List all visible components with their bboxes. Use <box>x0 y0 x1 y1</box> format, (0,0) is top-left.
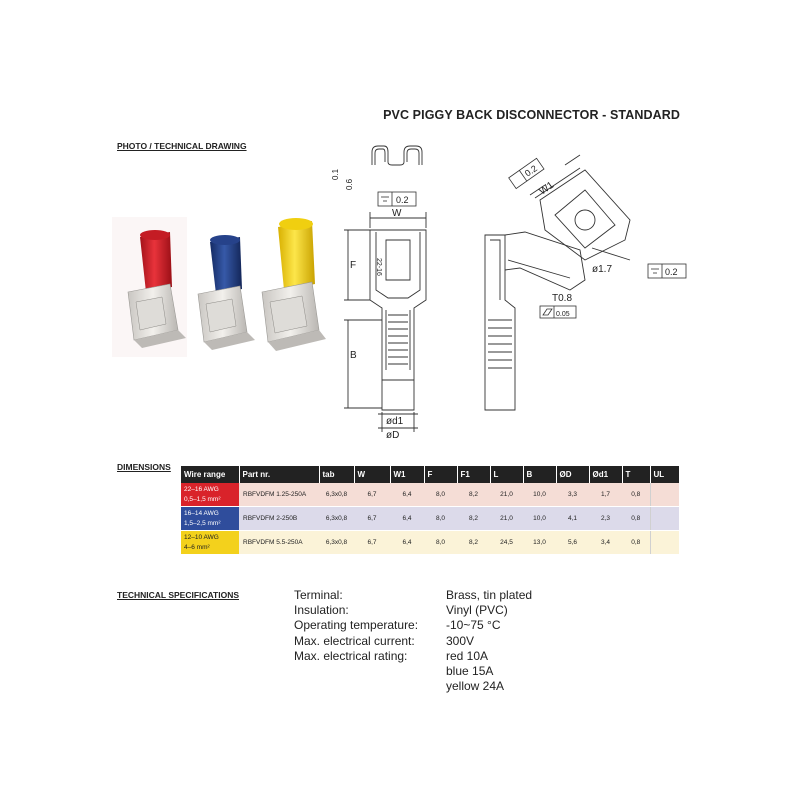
value-cell: 10,0 <box>523 483 556 507</box>
yellow-terminal <box>262 218 326 351</box>
mm2-label: 0,5–1,5 mm² <box>184 495 221 503</box>
col-header-b: B <box>523 466 556 483</box>
value-cell: 6,7 <box>354 531 390 555</box>
spec-row <box>294 603 532 618</box>
col-header-f: F <box>424 466 457 483</box>
dim-label-f: F <box>350 260 357 271</box>
table-row <box>181 483 679 507</box>
value-cell: 1,7 <box>589 483 622 507</box>
spec-value: yellow 24A <box>446 679 505 694</box>
table-row <box>181 531 679 555</box>
wire-range-cell <box>181 531 239 555</box>
specs-section-label: TECHNICAL SPECIFICATIONS <box>117 590 239 600</box>
value-cell: 21,0 <box>490 483 523 507</box>
spec-value: blue 15A <box>446 664 494 679</box>
blue-terminal <box>198 235 255 350</box>
value-cell: 6,7 <box>354 483 390 507</box>
col-header-tab: tab <box>319 466 354 483</box>
value-cell: 6,4 <box>390 531 424 555</box>
value-cell: 5,6 <box>556 531 589 555</box>
col-header-t: T <box>622 466 650 483</box>
ul-cell <box>650 483 679 507</box>
col-header-od: ØD <box>556 466 589 483</box>
dim-label-d1: ød1 <box>386 416 404 427</box>
ul-cell <box>650 531 679 555</box>
value-cell: 6,7 <box>354 507 390 531</box>
technical-specifications <box>294 588 532 694</box>
tolerance-label-3: 0.2 <box>522 163 539 179</box>
dim-label-t: T0.8 <box>552 293 573 304</box>
value-cell: 6,4 <box>390 507 424 531</box>
spec-value: 300V <box>446 633 475 648</box>
spec-key: Max. electrical rating: <box>294 648 408 663</box>
value-cell: 8,0 <box>424 507 457 531</box>
spec-value: Vinyl (PVC) <box>446 603 508 618</box>
value-cell: 0,8 <box>622 507 650 531</box>
spec-value: Brass, tin plated <box>446 588 533 602</box>
spec-row <box>294 634 532 649</box>
page-title: PVC PIGGY BACK DISCONNECTOR - STANDARD <box>383 108 680 122</box>
spec-key <box>294 664 446 679</box>
value-cell: 6,4 <box>390 483 424 507</box>
value-cell: 21,0 <box>490 507 523 531</box>
spec-value: red 10A <box>446 648 489 663</box>
tolerance-label-1: 0.2 <box>396 195 409 205</box>
dimensions-table <box>181 466 680 555</box>
col-header-ul: UL <box>650 466 679 483</box>
spec-row <box>294 588 532 603</box>
value-cell: 0,8 <box>622 531 650 555</box>
value-cell: 10,0 <box>523 507 556 531</box>
col-header-part-nr: Part nr. <box>239 466 319 483</box>
dim-label-01: 0.1 <box>331 168 340 180</box>
part-number-cell: RBFVDFM 2-250B <box>239 507 319 531</box>
value-cell: 8,0 <box>424 531 457 555</box>
value-cell: 0,8 <box>622 483 650 507</box>
ul-cell <box>650 507 679 531</box>
spec-row <box>294 618 532 633</box>
value-cell: 6,3x0,8 <box>319 483 354 507</box>
table-row <box>181 507 679 531</box>
wire-range-cell <box>181 507 239 531</box>
value-cell: 3,3 <box>556 483 589 507</box>
col-header-w1: W1 <box>390 466 424 483</box>
dim-label-w: W <box>392 208 402 219</box>
spec-key: Max. electrical current: <box>294 633 415 648</box>
value-cell: 3,4 <box>589 531 622 555</box>
technical-drawing <box>330 140 690 440</box>
value-cell: 8,0 <box>424 483 457 507</box>
spec-row <box>294 649 532 664</box>
value-cell: 6,3x0,8 <box>319 531 354 555</box>
mm2-label: 4–6 mm² <box>184 543 210 551</box>
awg-label: 22–16 AWG <box>184 485 219 493</box>
value-cell: 8,2 <box>457 531 490 555</box>
value-cell: 8,2 <box>457 507 490 531</box>
dim-label-d: øD <box>386 430 400 440</box>
col-header-w: W <box>354 466 390 483</box>
col-header-f1: F1 <box>457 466 490 483</box>
dimensions-section-label: DIMENSIONS <box>117 462 171 472</box>
table-header-row <box>181 466 679 483</box>
spec-key <box>294 679 446 694</box>
dim-label-b: B <box>350 350 357 361</box>
dim-label-06: 0.6 <box>345 178 354 190</box>
spec-key: Insulation: <box>294 603 349 618</box>
dim-label-w1: W1 <box>537 179 557 198</box>
awg-label: 12–10 AWG <box>184 533 219 541</box>
value-cell: 4,1 <box>556 507 589 531</box>
spec-key: Operating temperature: <box>294 618 419 633</box>
photo-section-label: PHOTO / TECHNICAL DRAWING <box>117 141 247 151</box>
value-cell: 13,0 <box>523 531 556 555</box>
value-cell: 8,2 <box>457 483 490 507</box>
spec-value: -10~75 °C <box>446 618 501 633</box>
part-number-cell: RBFVDFM 5.5-250A <box>239 531 319 555</box>
spec-key: Terminal: <box>294 588 343 602</box>
product-photo <box>112 212 327 362</box>
flatness-label: 0.05 <box>556 311 570 318</box>
awg-label: 16–14 AWG <box>184 509 219 517</box>
value-cell: 6,3x0,8 <box>319 507 354 531</box>
col-header-od1: Ød1 <box>589 466 622 483</box>
value-cell: 2,3 <box>589 507 622 531</box>
range-label: 22-16 <box>375 258 382 276</box>
wire-range-cell <box>181 483 239 507</box>
value-cell: 24,5 <box>490 531 523 555</box>
col-header-l: L <box>490 466 523 483</box>
spec-row <box>294 679 532 694</box>
tolerance-label-2: 0.2 <box>665 267 678 277</box>
part-number-cell: RBFVDFM 1.25-250A <box>239 483 319 507</box>
dim-label-hole: ø1.7 <box>592 264 613 275</box>
col-header-wire-range: Wire range <box>181 466 239 483</box>
mm2-label: 1,5–2,5 mm² <box>184 519 221 527</box>
spec-row <box>294 664 532 679</box>
